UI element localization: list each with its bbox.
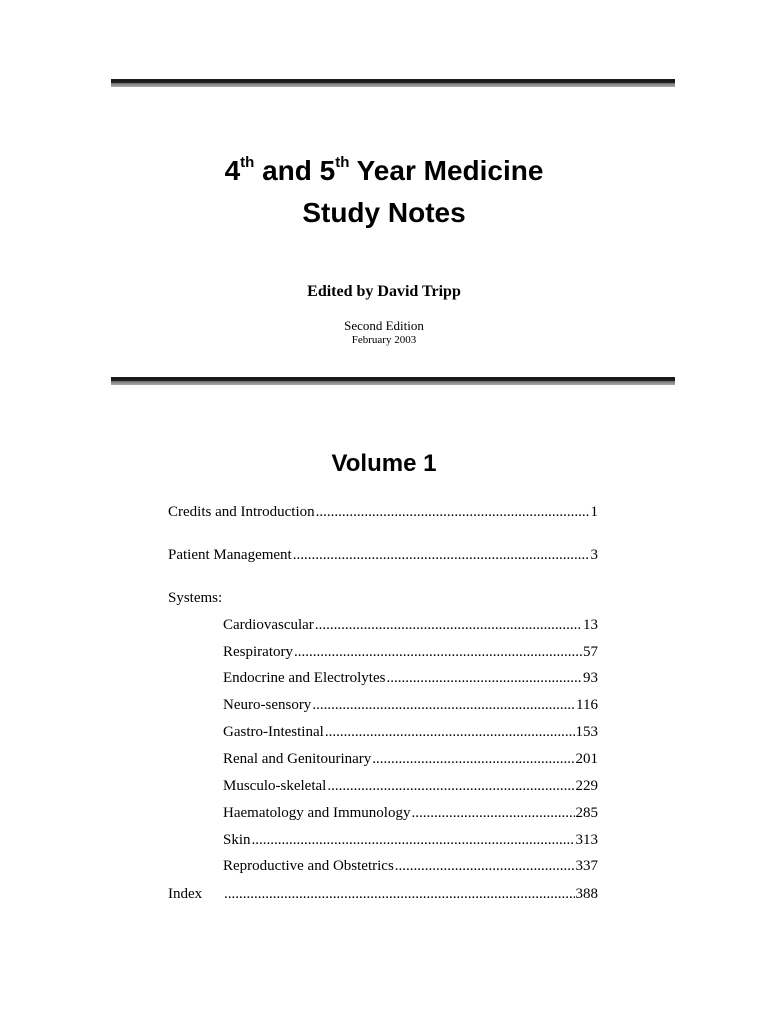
toc-label: Gastro-Intestinal: [223, 724, 324, 740]
toc-page-number: 313: [575, 832, 598, 848]
toc-label: Credits and Introduction: [168, 504, 315, 520]
toc-label: Cardiovascular: [223, 617, 314, 633]
toc-page-number: 337: [575, 858, 598, 874]
toc-page-number: 201: [575, 751, 598, 767]
toc-page-number: 388: [575, 886, 598, 902]
publication-date: February 2003: [351, 334, 417, 346]
toc-page-number: 93: [583, 670, 598, 686]
toc-leader-dots: [315, 615, 582, 635]
toc-leader-dots: [327, 776, 574, 796]
toc-label: Musculo-skeletal: [223, 778, 327, 794]
toc-page-number: 1: [590, 504, 598, 520]
toc-label: Reproductive and Obstetrics: [223, 858, 394, 874]
editor-credit: Edited by David Tripp: [307, 283, 461, 300]
toc-systems-heading: Systems:: [168, 590, 223, 606]
toc-leader-dots: [411, 803, 574, 823]
edition-label: Second Edition: [344, 318, 424, 333]
title-superscript-th-2: th: [335, 154, 350, 171]
title-and: and: [254, 155, 320, 186]
toc-leader-dots: [325, 722, 575, 742]
toc-entry-haematology: [223, 803, 598, 823]
toc-entry-skin: [223, 830, 598, 850]
toc-label: Index: [168, 886, 203, 902]
toc-label: Renal and Genitourinary: [223, 751, 372, 767]
toc-label: Neuro-sensory: [223, 697, 312, 713]
toc-leader-dots: [252, 830, 575, 850]
title-superscript-th: th: [240, 154, 255, 171]
toc-leader-dots: [386, 668, 582, 688]
toc-page-number: 57: [583, 644, 598, 660]
toc-leader-dots: [224, 884, 575, 904]
title-line-1: [225, 155, 544, 186]
title-number-4: 4: [224, 155, 241, 186]
toc-entry-musculo-skeletal: [223, 776, 598, 796]
toc-page-number: 229: [575, 778, 598, 794]
toc-label: Haematology and Immunology: [223, 805, 411, 821]
toc-entry-cardiovascular: [223, 615, 598, 635]
toc-entry-gastro-intestinal: [223, 722, 598, 742]
toc-leader-dots: [395, 856, 575, 876]
toc-entry-endocrine: [223, 668, 598, 688]
document-title: [0, 150, 768, 234]
toc-leader-dots: [372, 749, 574, 769]
toc-entry-neuro-sensory: [223, 695, 598, 715]
title-year-medicine: Year Medicine: [349, 155, 544, 186]
title-line-2: Study Notes: [302, 197, 466, 228]
toc-label: Respiratory: [223, 644, 293, 660]
toc-page-number: 285: [575, 805, 598, 821]
toc-page-number: 116: [576, 697, 598, 713]
top-rule: [111, 79, 675, 87]
toc-page-number: 13: [583, 617, 598, 633]
toc-label: Endocrine and Electrolytes: [223, 670, 386, 686]
volume-heading: Volume 1: [331, 450, 437, 477]
title-number-5: 5: [319, 155, 336, 186]
bottom-rule: [111, 377, 675, 385]
toc-leader-dots: [312, 695, 575, 715]
toc-entry-credits: [168, 502, 598, 522]
toc-label: Skin: [223, 832, 251, 848]
toc-leader-dots: [294, 642, 582, 662]
toc-entry-index: [168, 884, 598, 904]
toc-entry-renal: [223, 749, 598, 769]
toc-entry-reproductive: [223, 856, 598, 876]
toc-page-number: 3: [590, 547, 598, 563]
toc-leader-dots: [316, 502, 590, 522]
toc-label: Patient Management: [168, 547, 292, 563]
toc-leader-dots: [293, 545, 590, 565]
toc-page-number: 153: [575, 724, 598, 740]
toc-entry-respiratory: [223, 642, 598, 662]
toc-entry-patient-management: [168, 545, 598, 565]
